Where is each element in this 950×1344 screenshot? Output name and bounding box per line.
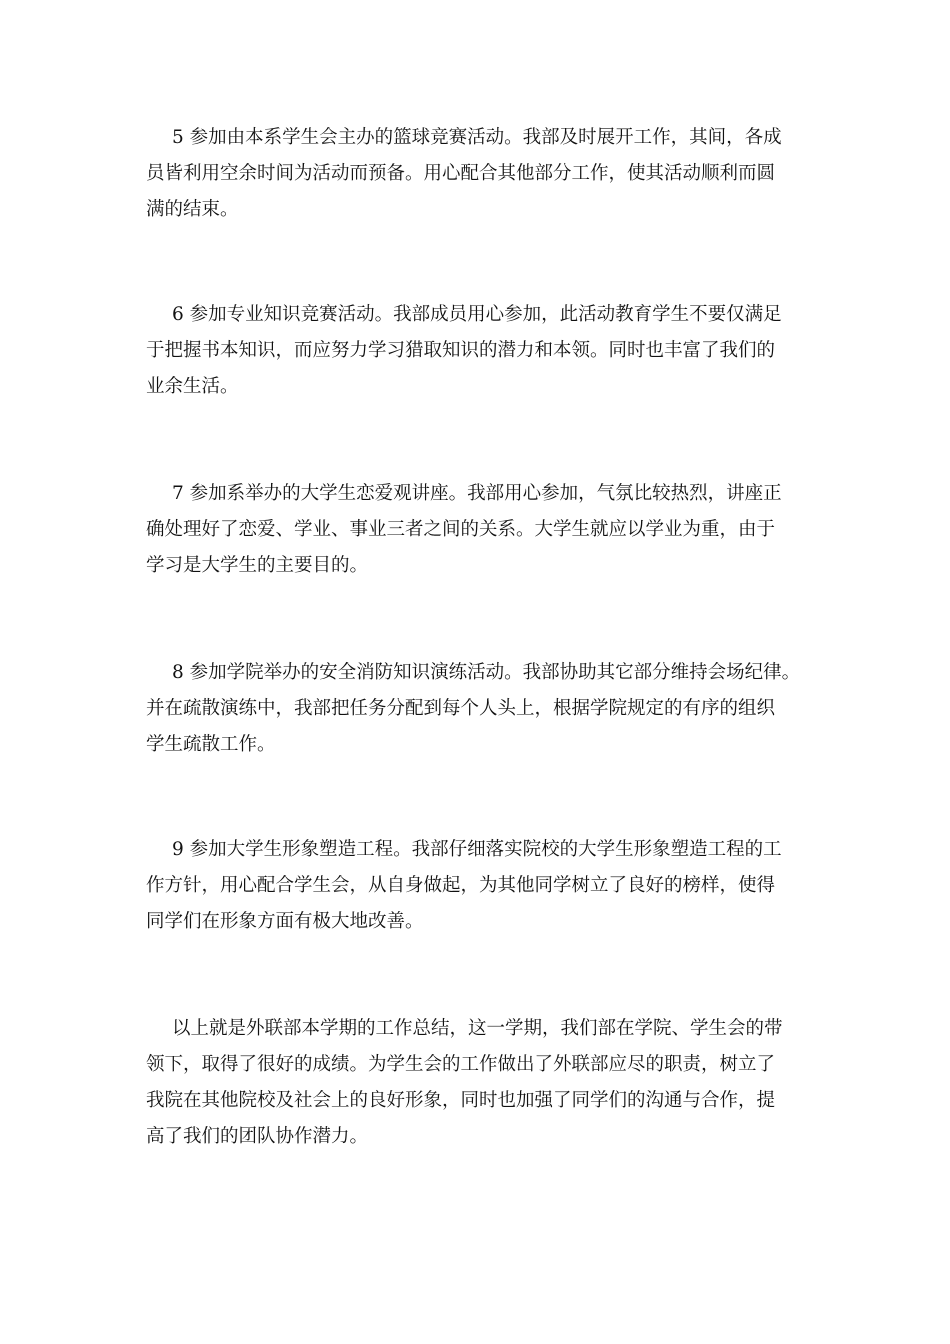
paragraph-line: 员皆利用空余时间为活动而预备。用心配合其他部分工作，使其活动顺利而圆 — [146, 163, 776, 184]
paragraph-line: 我院在其他院校及社会上的良好形象，同时也加强了同学们的沟通与合作，提 — [146, 1090, 776, 1111]
paragraph-item-9 — [146, 832, 816, 940]
paragraph-line: 满的结束。 — [146, 199, 239, 220]
paragraph-line: 7 参加系举办的大学生恋爱观讲座。我部用心参加，气氛比较热烈，讲座正 — [172, 483, 782, 504]
paragraph-line: 领下，取得了很好的成绩。为学生会的工作做出了外联部应尽的职责，树立了 — [146, 1054, 776, 1075]
paragraph-item-6 — [146, 297, 816, 405]
paragraph-line: 业余生活。 — [146, 376, 239, 397]
paragraph-line: 学生疏散工作。 — [146, 734, 276, 755]
paragraph-line: 6 参加专业知识竞赛活动。我部成员用心参加，此活动教育学生不要仅满足 — [172, 304, 782, 325]
paragraph-line: 学习是大学生的主要目的。 — [146, 555, 369, 576]
paragraph-item-5 — [146, 120, 816, 228]
paragraph-line: 5 参加由本系学生会主办的篮球竞赛活动。我部及时展开工作，其间，各成 — [172, 127, 782, 148]
paragraph-item-7 — [146, 476, 816, 584]
paragraph-line: 8 参加学院举办的安全消防知识演练活动。我部协助其它部分维持会场纪律。 — [172, 662, 801, 683]
paragraph-summary — [146, 1011, 816, 1155]
paragraph-line: 作方针，用心配合学生会，从自身做起，为其他同学树立了良好的榜样，使得 — [146, 875, 776, 896]
paragraph-line: 确处理好了恋爱、学业、事业三者之间的关系。大学生就应以学业为重，由于 — [146, 519, 776, 540]
paragraph-line: 以上就是外联部本学期的工作总结，这一学期，我们部在学院、学生会的带 — [172, 1018, 783, 1039]
paragraph-line: 于把握书本知识，而应努力学习猎取知识的潜力和本领。同时也丰富了我们的 — [146, 340, 776, 361]
paragraph-line: 同学们在形象方面有极大地改善。 — [146, 911, 424, 932]
paragraph-line: 并在疏散演练中，我部把任务分配到每个人头上，根据学院规定的有序的组织 — [146, 698, 776, 719]
paragraph-line: 9 参加大学生形象塑造工程。我部仔细落实院校的大学生形象塑造工程的工 — [172, 839, 782, 860]
paragraph-item-8 — [146, 655, 816, 763]
paragraph-line: 高了我们的团队协作潜力。 — [146, 1126, 369, 1147]
